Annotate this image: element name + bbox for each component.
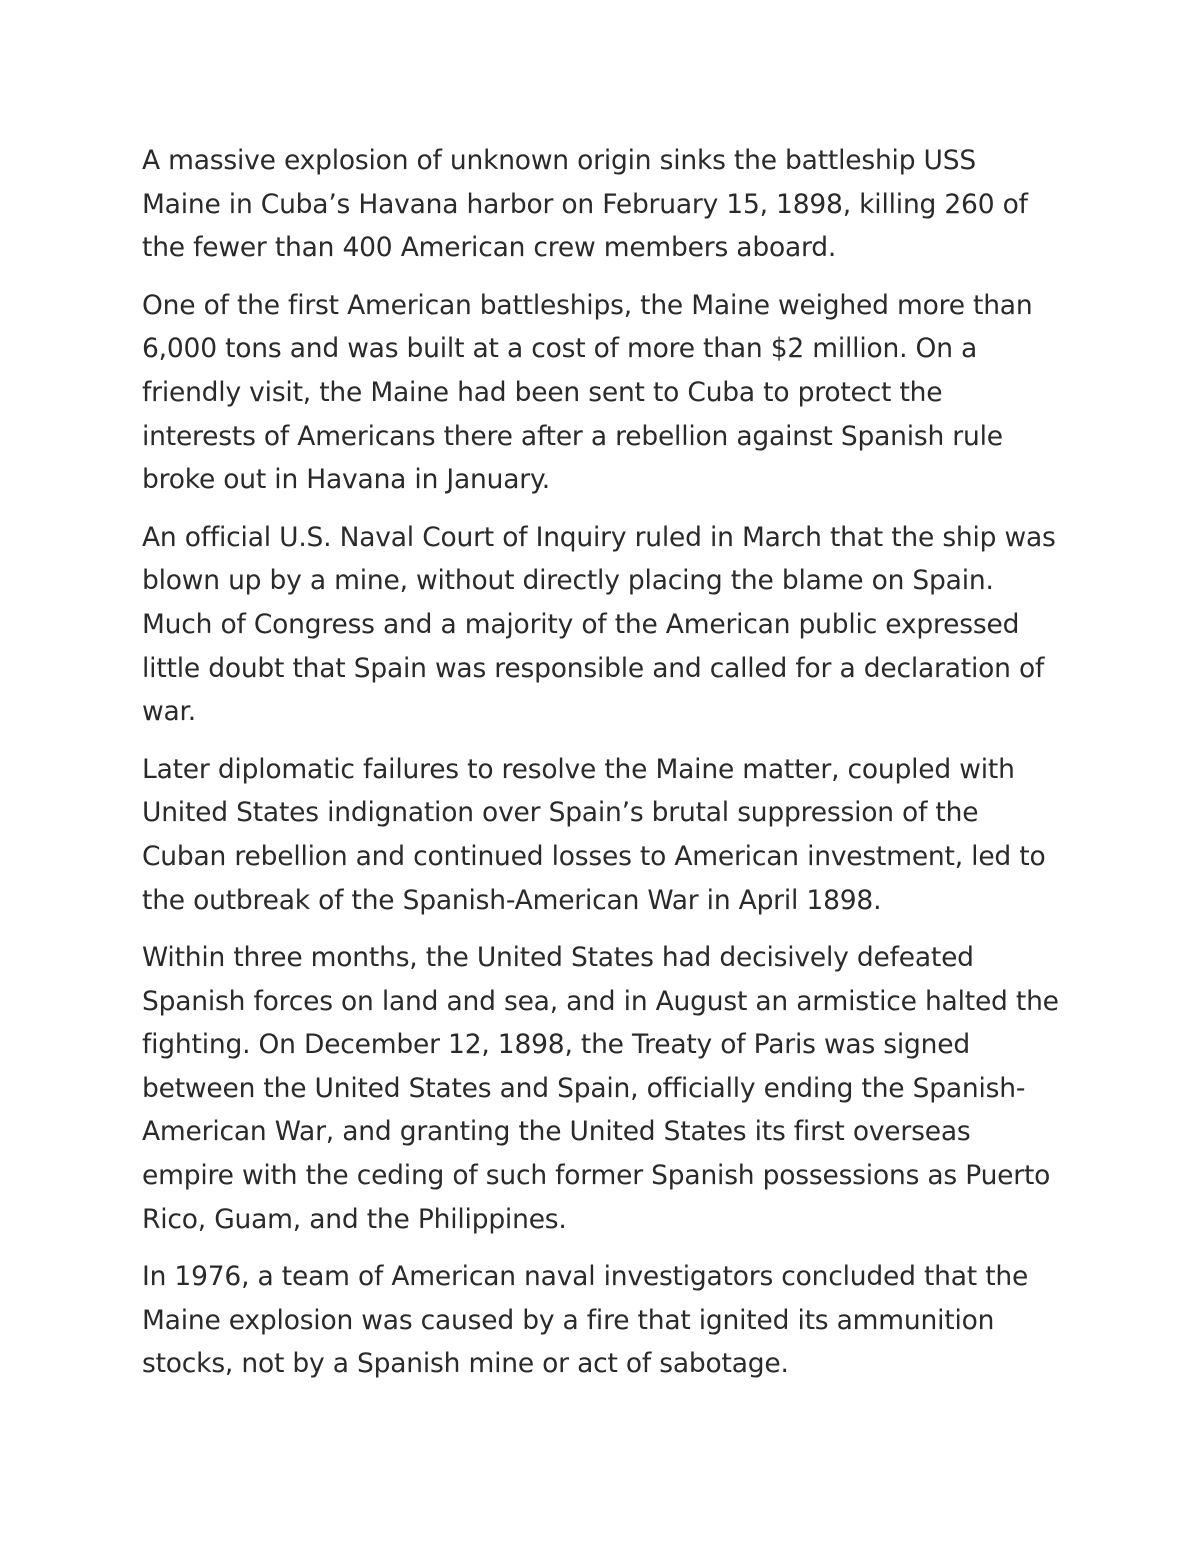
paragraph-3: An official U.S. Naval Court of Inquiry ruled in March that the ship was blown up by a mine, without directly placing the blame on Spain. Much of Congress and a majority of the American public expressed little doubt that Spain was responsible and called for a declaration of war. [142, 521, 1056, 728]
paragraph-1: A massive explosion of unknown origin sinks the battleship USS Maine in Cuba’s Havana harbor on February 15, 1898, killing 260 of the fewer than 400 American crew members aboard. [142, 145, 1028, 264]
paragraph-4: Later diplomatic failures to resolve the Maine matter, coupled with United States indignation over Spain’s brutal suppression of the Cuban rebellion and continued losses to American investment, led to the outbreak of the Spanish-American War in April 1898. [142, 753, 1046, 916]
paragraph-5: Within three months, the United States had decisively defeated Spanish forces on land and sea, and in August an armistice halted the fighting. On December 12, 1898, the Treaty of Paris was signed between the United States and Spain, officially ending the Spanish-American War, and granting the United States its first overseas empire with the ceding of such former Spanish possessions as Puerto Rico, Guam, and the Philippines. [142, 942, 1059, 1235]
paragraph-2: One of the first American battleships, the Maine weighed more than 6,000 tons and was built at a cost of more than $2 million. On a friendly visit, the Maine had been sent to Cuba to protect the interests of Americans there after a rebellion against Spanish rule broke out in Havana in January. [142, 289, 1033, 496]
paragraph-6: In 1976, a team of American naval investigators concluded that the Maine explosion was caused by a fire that ignited its ammunition stocks, not by a Spanish mine or act of sabotage. [142, 1261, 1029, 1380]
document-body [142, 139, 1062, 1400]
